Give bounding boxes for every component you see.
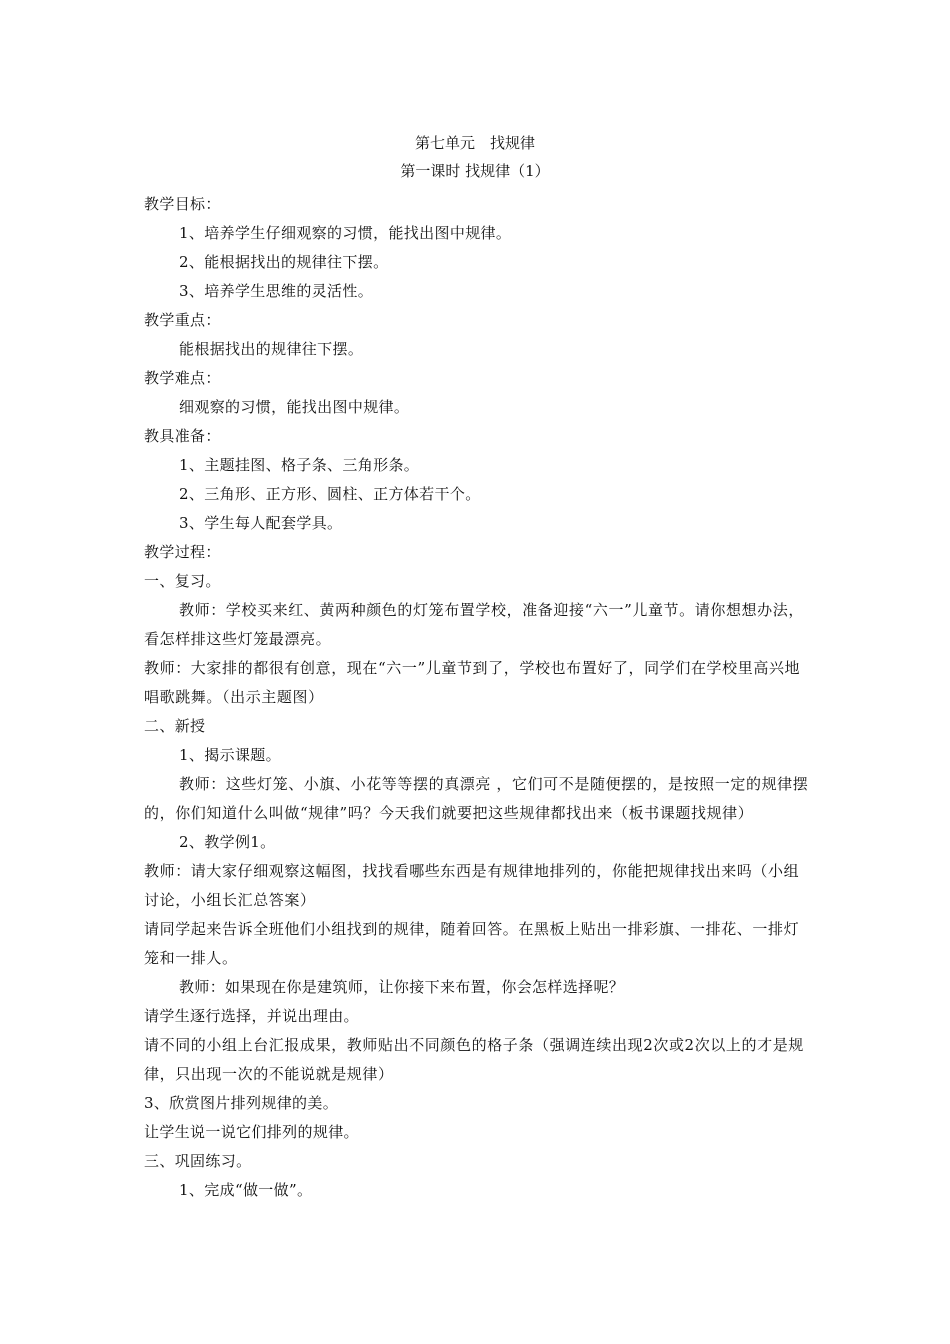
instruction-text: 让学生说一说它们排列的规律。 [144, 1123, 359, 1141]
objective-item: 3、培养学生思维的灵活性。 [179, 282, 374, 300]
process-step-heading: 三、巩固练习。 [144, 1152, 252, 1170]
section-heading-objectives: 教学目标： [144, 195, 221, 213]
sub-step: 3、欣赏图片排列规律的美。 [144, 1094, 339, 1112]
process-step-heading: 一、复习。 [144, 572, 221, 590]
instruction-text: 请不同的小组上台汇报成果，教师贴出不同颜色的格子条（强调连续出现2次或2次以上的才是规律，只出现一次的不能说就是规律） [144, 1036, 804, 1083]
teacher-dialogue: 教师：如果现在你是建筑师，让你接下来布置，你会怎样选择呢？ [179, 978, 625, 996]
material-item: 3、学生每人配套学具。 [179, 514, 343, 532]
difficulty-text: 细观察的习惯，能找出图中规律。 [179, 398, 410, 416]
process-step-heading: 二、新授 [144, 717, 206, 735]
teacher-dialogue: 教师：请大家仔细观察这幅图，找找看哪些东西是有规律地排列的，你能把规律找出来吗（小组讨论，小组长汇总答案） [144, 862, 800, 909]
sub-step: 1、揭示课题。 [179, 746, 281, 764]
teacher-dialogue: 教师：学校买来红、黄两种颜色的灯笼布置学校，准备迎接“六一”儿童节。请你想想办法，看怎样排这些灯笼最漂亮。 [144, 601, 804, 648]
sub-step: 2、教学例1。 [179, 833, 276, 851]
section-heading-process: 教学过程： [144, 543, 221, 561]
instruction-text: 请学生逐行选择，并说出理由。 [144, 1007, 359, 1025]
section-heading-key-point: 教学重点： [144, 311, 221, 329]
instruction-text: 请同学起来告诉全班他们小组找到的规律，随着回答。在黑板上贴出一排彩旗、一排花、一排灯笼和一排人。 [144, 920, 800, 967]
section-heading-difficulty: 教学难点： [144, 369, 221, 387]
teacher-dialogue: 教师：大家排的都很有创意，现在“六一”儿童节到了，学校也布置好了，同学们在学校里高兴地唱歌跳舞。（出示主题图） [144, 659, 801, 706]
unit-title: 第七单元 找规律 [414, 134, 535, 152]
section-heading-materials: 教具准备： [144, 427, 221, 445]
sub-step: 1、完成“做一做”。 [179, 1181, 313, 1199]
teacher-dialogue: 教师：这些灯笼、小旗、小花等等摆的真漂亮 ，它们可不是随便摆的，是按照一定的规律摆的，你们知道什么叫做“规律”吗？今天我们就要把这些规律都找出来（板书课题找规律） [144, 775, 809, 822]
lesson-subtitle: 第一课时 找规律（1） [400, 162, 550, 180]
material-item: 2、三角形、正方形、圆柱、正方体若干个。 [179, 485, 481, 503]
key-point-text: 能根据找出的规律往下摆。 [179, 340, 364, 358]
material-item: 1、主题挂图、格子条、三角形条。 [179, 456, 420, 474]
objective-item: 1、培养学生仔细观察的习惯，能找出图中规律。 [179, 224, 512, 242]
document-body [144, 190, 814, 1205]
objective-item: 2、能根据找出的规律往下摆。 [179, 253, 389, 271]
